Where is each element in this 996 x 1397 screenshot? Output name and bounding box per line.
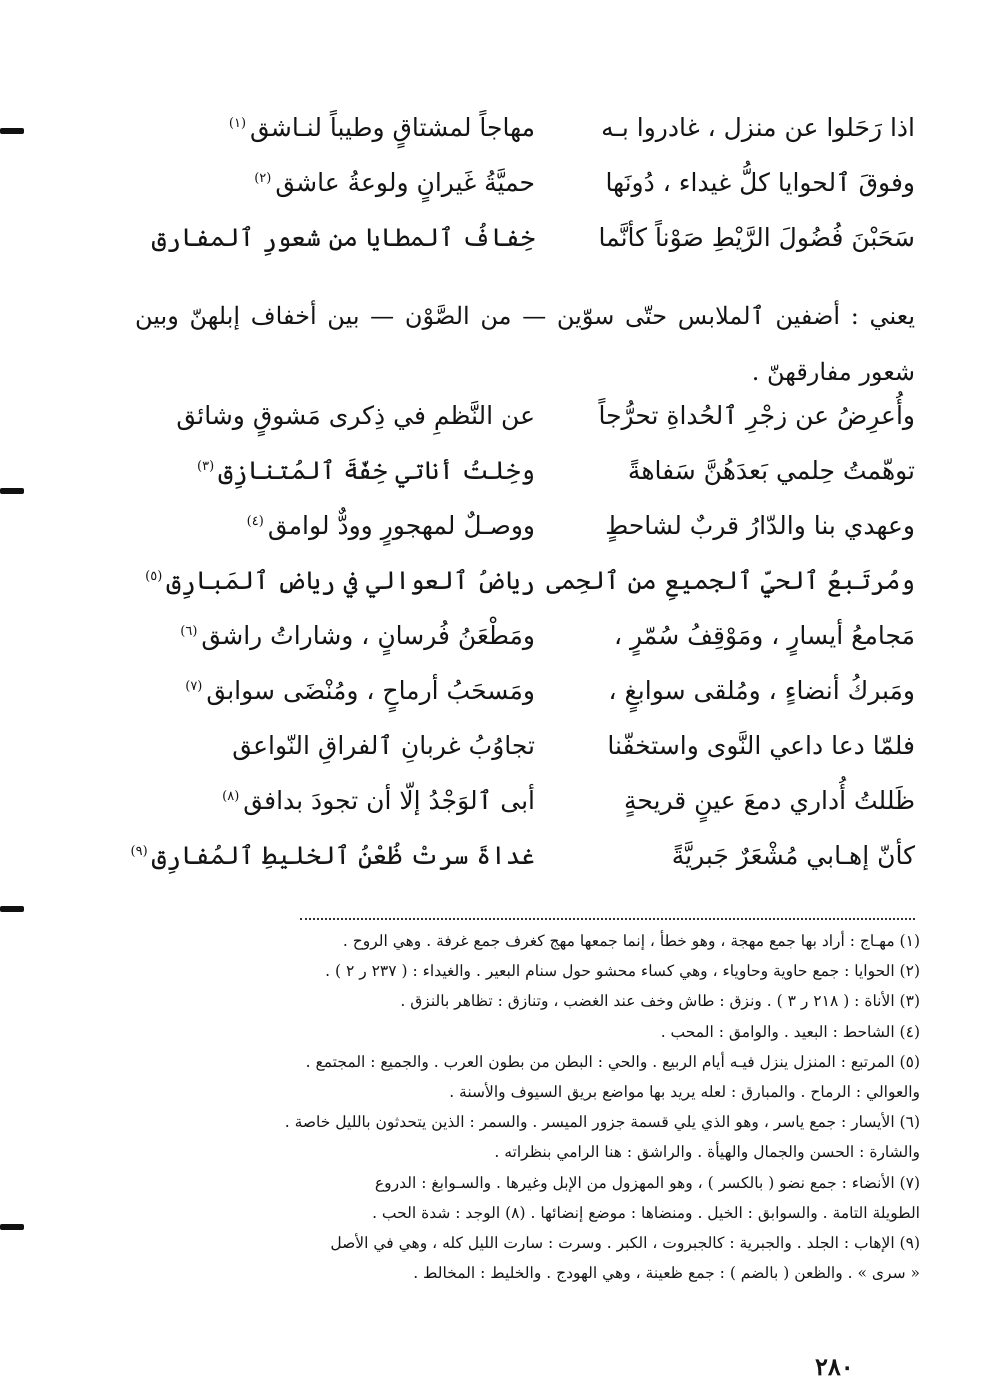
footnote-ref: (٤)	[246, 513, 264, 529]
footnote-ref: (٥)	[145, 568, 163, 584]
verses-group-1	[135, 100, 915, 265]
verse-line	[135, 388, 915, 443]
verse-first-hemistich: توهّمتُ حِلمي بَعدَهُنَّ سَفاهةً	[627, 456, 915, 485]
verse-line	[130, 828, 915, 883]
footnote-line: الطويلة التامة . والسوابق : الخيل . ومنضاها : موضع إنضائها . (٨) الوجد : شدة الحب .	[372, 1203, 920, 1222]
footnote-ref: (٨)	[222, 788, 240, 804]
verse-second-hemistich: ومَطْعَنُ فُرسانٍ ، وشاراتُ راشق$^{(٦)}$	[180, 621, 535, 650]
verse-first-hemistich: سَحَبْنَ فُضُولَ الرَّيْطِ صَوْناً كأنَّما	[598, 223, 915, 252]
verse-second-hemistich: ومَسحَبُ أرماحٍ ، ومُنْضَى سوابق$^{(٧)}$	[185, 676, 535, 705]
verse-second-hemistich: تجاوُبُ غربانِ ٱلفراقِ النّواعق	[232, 731, 535, 760]
verse-line	[135, 155, 915, 210]
verse-line	[135, 718, 915, 773]
verse-first-hemistich: وعهدي بنا والدّارُ قربٌ لشاحطٍ	[605, 511, 915, 540]
footnote-line: (١) مهـاج : أراد بها جمع مهجة ، وهو خطأ ، إنما جمعها مهج كغرف جمع غرفة . وهي الروح .	[342, 932, 920, 950]
verse-line	[135, 663, 915, 718]
verse-second-hemistich: مهاجاً لمشتاقٍ وطيباً لنـاشق$^{(١)}$	[228, 113, 535, 142]
verse-second-hemistich: وخِلتُ أناتي خِفّةَ ٱلمُتنازِق$^{(٣)}$	[197, 456, 535, 485]
verse-first-hemistich: ظَللتُ أُداري دمعَ عينٍ قريحةٍ	[623, 786, 915, 815]
verse-first-hemistich: كأنّ إهـابي مُشْعَرٌ جَبريَّةً	[671, 841, 915, 870]
footnote-line: (٩) الإهاب : الجلد . والجبرية : كالجبروت ، الكبر . وسرت : سارت الليل كله ، وهي في الأصل	[330, 1234, 920, 1253]
footnote-line: (٧) الأنضاء : جمع نضو ( بالكسر ) ، وهو المهزول من الإبل وغيرها . والسـوابغ : الدروع	[374, 1173, 920, 1192]
verse-second-hemistich: ووصـلٌ لمهجورٍ وودٌّ لوامق$^{(٤)}$	[246, 511, 535, 540]
verse-line	[135, 773, 915, 828]
verse-line	[135, 553, 915, 608]
verse-first-hemistich: مَجامعُ أيسارٍ ، ومَوْقِفُ سُمّرٍ ،	[613, 621, 915, 650]
verse-line	[135, 608, 915, 663]
verse-first-hemistich: فلمّا دعا داعي النَّوى واستخفّنا	[607, 731, 915, 760]
verse-second-hemistich: أبى ٱلوَجْدُ إلّا أن تجودَ بدافق$^{(٨)}$	[222, 786, 535, 815]
footnote-line: (٤) الشاحط : البعيد . والوامق : المحب .	[660, 1022, 920, 1041]
footnote-ref: (٢)	[254, 170, 272, 186]
verse-second-hemistich: عن النَّظمِ في ذِكرى مَشوقٍ وشائق	[176, 401, 535, 430]
footnote-line: « سرى » . والظعن ( بالضم ) : جمع ظعينة ، وهي الهودج . والخليط : المخالط .	[413, 1264, 920, 1283]
footnote-line: (٥) المرتبع : المنزل ينزل فيـه أيام الربيع . والحي : البطن من بطون العرب . والجميع : المجتمع .	[305, 1052, 920, 1071]
verse-second-hemistich: خِفافُ ٱلمطايا من شعورِ ٱلمفارق	[151, 223, 535, 252]
verse-line	[135, 498, 915, 553]
margin-mark	[0, 488, 24, 494]
footnote-ref: (٦)	[180, 623, 198, 639]
footnote-line: والعوالي : الرماح . والمبارق : لعله يريد بها مواضع بريق السيوف والأسنة .	[449, 1083, 920, 1102]
verse-first-hemistich: وأُعرِضُ عن زجْرِ ٱلحُداةِ تحرُّجاً	[598, 401, 915, 430]
page-number: ٢٨٠	[815, 1352, 854, 1381]
margin-mark	[0, 128, 24, 134]
verse-line	[135, 443, 915, 498]
verse-first-hemistich: ومُرتَبعُ ٱلحيِّ ٱلجميعِ من ٱلحِمى	[546, 566, 915, 595]
verse-line	[135, 100, 915, 155]
verse-line	[135, 210, 915, 265]
footnote-line: (٣) الأناة : ( ٢١٨ ر ٣ ) . ونزق : طاش وخف عند الغضب ، وتنازق : تظاهر بالنزق .	[400, 992, 920, 1011]
verse-first-hemistich: وفوقَ ٱلحوايا كلُّ غيداء ، دُونَها	[605, 168, 915, 197]
margin-mark	[0, 1224, 24, 1230]
verse-first-hemistich: اذا رَحَلوا عن منزل ، غادروا بـه	[601, 113, 915, 142]
verse-second-hemistich: حميَّةُ غَيرانٍ ولوعةُ عاشق$^{(٢)}$	[254, 168, 535, 197]
footnote-ref: (٩)	[130, 843, 148, 859]
verses-group-2	[130, 388, 915, 883]
footnote-line: (٦) الأيسار : جمع ياسر ، وهو الذي يلي قسمة جزور الميسر . والسمر : الذين يتحدثون بالليل خاصة .	[284, 1113, 920, 1132]
footnote-ref: (١)	[228, 115, 247, 131]
verse-second-hemistich: غداةَ سرتْ ظُعْنُ ٱلخليطِ ٱلمُفارِق$^{(٩)}$	[130, 841, 535, 870]
verse-second-hemistich: رياضُ ٱلعوالي في رياضِ ٱلمَبارِق$^{(٥)}$	[145, 566, 535, 595]
footnote-ref: (٧)	[185, 678, 203, 694]
footnotes	[130, 926, 920, 1288]
footnote-line: (٢) الحوايا : جمع حاوية وحاوياء ، وهي كساء محشو حول سنام البعير . والغيداء : ( ٢٣٧ ر ٢ ) .	[325, 962, 920, 981]
footnote-divider	[300, 918, 915, 920]
margin-mark	[0, 906, 24, 912]
prose-commentary: يعني : أضفين ٱلملابس حتّى سوّين — من الصَّوْن — بين أخفاف إبلهنّ وبين شعور مفارقهنّ .	[135, 302, 915, 386]
footnote-line: والشارة : الحسن والجمال والهيأة . والراشق : هنا الرامي بنظراته .	[494, 1143, 920, 1162]
verse-first-hemistich: ومَبركُ أنضاءٍ ، ومُلقى سوابغٍ ،	[608, 676, 915, 705]
footnote-ref: (٣)	[197, 458, 215, 474]
